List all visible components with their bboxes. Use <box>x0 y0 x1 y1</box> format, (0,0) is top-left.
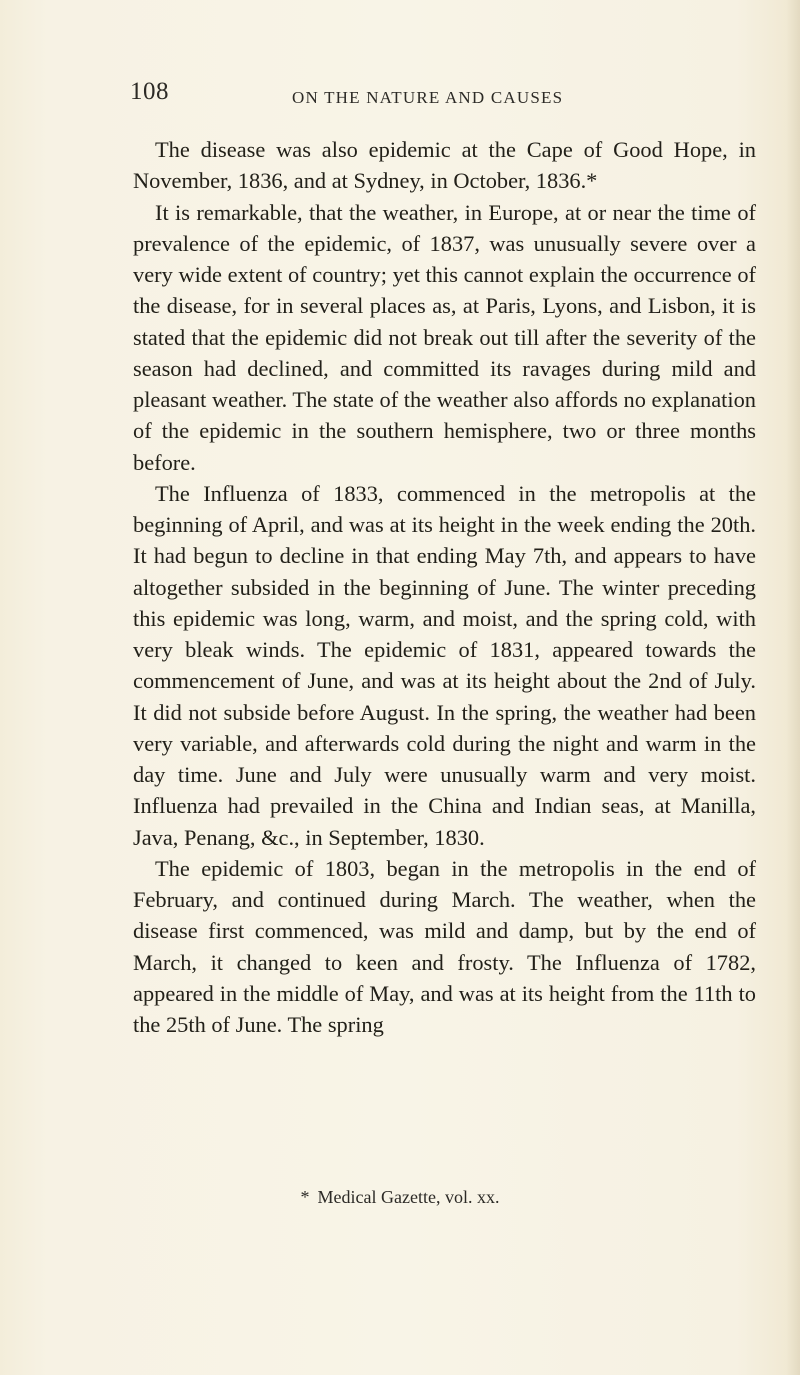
footnote-marker: * <box>300 1187 310 1207</box>
body-text <box>133 134 756 1040</box>
footnote <box>0 1187 800 1208</box>
paragraph-epidemic-1803: The epidemic of 1803, began in the metropolis in the end of February, and continued during March. The weather, when the disease first commenced, was mild and damp, but by the end of March, it changed to keen and frosty. The Influenza of 1782, appeared in the middle of May, and was at its height from the 11th to the 25th of June. The spring <box>133 855 756 1037</box>
running-title: ON THE NATURE AND CAUSES <box>292 88 564 107</box>
paragraph-weather-1837: It is remarkable, that the weather, in Europe, at or near the time of prevalence of the epidemic, of 1837, was unusually severe over a very wide extent of country; yet this cannot explain the occurrence of the disease, for in several places as, at Paris, Lyons, and Lisbon, it is stated that the epidemic did not break out till after the severity of the season had declined, and committed its ravages during mild and pleasant weather. The state of the weather also affords no explanation of the epidemic in the southern hemisphere, two or three months before. <box>133 199 756 475</box>
page-edge-shadow <box>786 0 800 1375</box>
paragraph-cape-sydney: The disease was also epidemic at the Cape of Good Hope, in November, 1836, and at Sydney, in October, 1836.* <box>133 137 756 194</box>
footnote-text: Medical Gazette, vol. xx. <box>317 1187 500 1207</box>
running-head <box>0 78 800 118</box>
page-number: 108 <box>130 78 169 105</box>
paragraph-influenza-1833: The Influenza of 1833, commenced in the metropolis at the beginning of April, and was at its height in the week ending the 20th. It had begun to decline in that ending May 7th, and appears to have altogether subsided in the beginning of June. The winter preceding this epidemic was long, warm, and moist, and the spring cold, with very bleak winds. The epidemic of 1831, appeared towards the commencement of June, and was at its height about the 2nd of July. It did not subside before August. In the spring, the weather had been very variable, and afterwards cold during the night and warm in the day time. June and July were unusually warm and very moist. Influenza had prevailed in the China and Indian seas, at Manilla, Java, Penang, &c., in September, 1830. <box>133 480 756 850</box>
